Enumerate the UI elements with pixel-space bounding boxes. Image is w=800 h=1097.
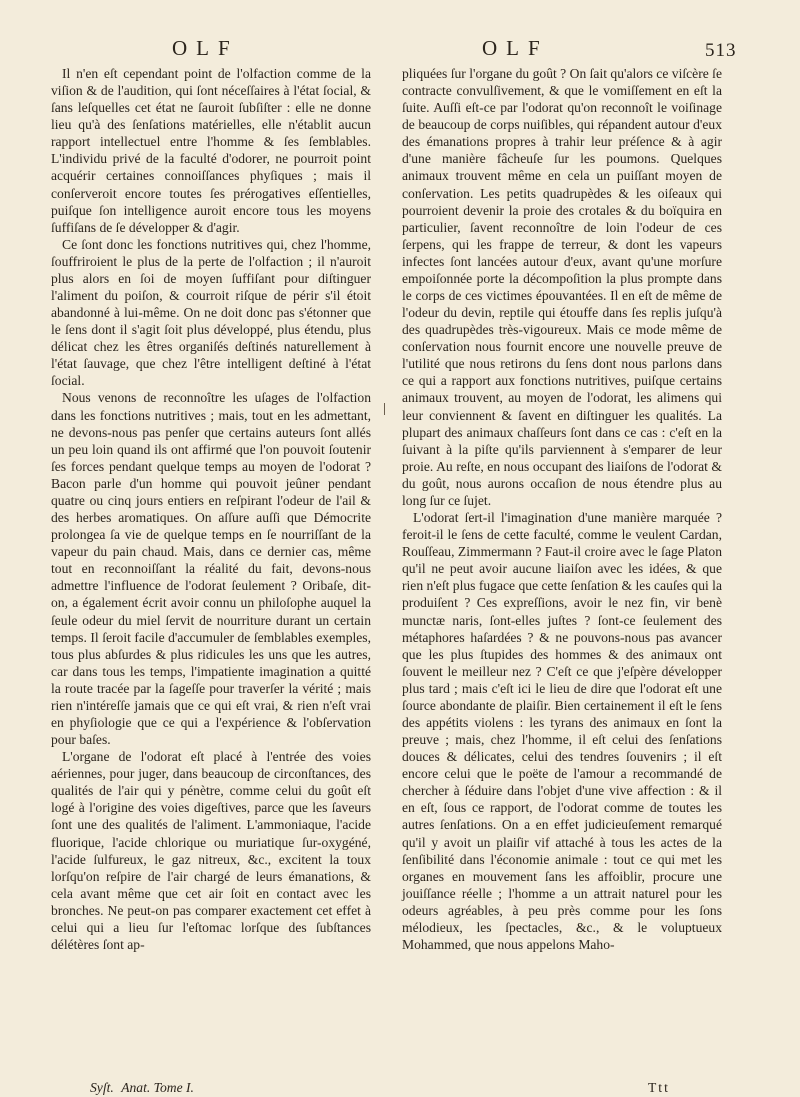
right-column (402, 65, 722, 953)
paragraph: L'odorat ſert-il l'imagination d'une manière marquée ? feroit-il le ſens de cette faculté, comme le veulent Cardan, Rouſſeau, Zimmermann ? Faut-il croire avec le ſage Platon qu'il ne peut avoir aucune liaiſon avec les idées, & que rien n'eſt plus fugace que cette ſenſation & les cauſes qui la produiſent ? Ces expreſſions, avoir le nez fin, vir benè munctæ naris, ſont-elles juſtes ? ſont-ce ſeulement des métaphores haſardées ? & ne pouvons-nous pas avancer que les plus ſtupides des hommes & des animaux ont ſouvent le meilleur nez ? C'eſt ce que j'eſpère développer plus tard ; mais c'eſt ici le lieu de dire que l'odorat eſt une ſource abondante de plaiſir. Bien certainement il eſt le ſens des appétits violens : les tyrans des animaux en ſont la preuve ; mais, chez l'homme, il eſt celui des ſenſations douces & délicates, celui des tendres ſouvenirs ; il eſt encore celui que le poëte de l'amour a recommandé de chercher à ſéduire dans l'objet d'une vive affection : & il en eſt, ſous ce rapport, de l'odorat comme de toutes les autres ſenſations. On a en effet judicieuſement remarqué qu'il y avoit un plaiſir vif attaché à tous les actes de la ſenſibilité dans l'économie animale : tout ce qui met les organes en mouvement ſans les affoiblir, procure une jouiſſance réelle ; l'homme a un attrait naturel pour les odeurs agréables, à peu près comme pour les ſons mélodieux, les ſpectacles, &c., & le voluptueux Mohammed, que nous appelons Maho- (402, 510, 722, 952)
paragraph: L'organe de l'odorat eſt placé à l'entrée des voies aériennes, pour juger, dans beaucoup de circonſtances, des qualités de l'air qui y pénètre, comme celui du goût eſt logé à l'origine des voies digeſtives, parce que les ſaveurs ſont une des qualités de l'aliment. L'ammoniaque, l'acide fluorique, l'acide chlorique ou muriatique ſur-oxygéné, l'acide ſulfureux, le gaz nitreux, &c., excitent la toux lorſqu'on reſpire de l'air chargé de leurs émanations, & cela avant même que cet air ſoit en contact avec les bronches. Ne peut-on pas comparer exactement cet effet à celui qui a lieu ſur l'eſtomac lorſque des ſubſtances délétères ſont ap- (51, 749, 371, 952)
paragraph: Nous venons de reconnoître les uſages de l'olfaction dans les fonctions nutritives ; mais, tout en les admettant, ne devons-nous pas penſer que certains auteurs ſont allés un peu loin quand ils ont affirmé que l'on pouvoit ſoutenir ſes forces pendant quelque temps au moyen de l'odorat ? Bacon parle d'un homme qui pouvoit jeûner pendant quatre ou cinq jours entiers en reſpirant l'odeur de l'ail & des herbes aromatiques. On aſſure auſſi que Démocrite prolongea ſa vie de quelque temps en ſe nourriſſant de la vapeur du pain chaud. Mais, dans ce dernier cas, même tout en reconnoiſſant la réalité du fait, devons-nous admettre l'influence de l'odorat ſeulement ? Oribaſe, dit-on, a également écrit avoir connu un philoſophe auquel la ſeule odeur du miel ſervit de nourriture durant un certain temps. Il ſeroit facile d'accumuler de ſemblables exemples, tous plus abſurdes & plus ridicules les uns que les autres, car dans tous les temps, l'impatiente imagination a quitté la route tracée par la ſageſſe pour traverſer la vérité ; mais rien n'intéreſſe jamais que ce qui eſt vrai, & rien n'eſt vrai en phyſiologie que ce qui a l'expérience & l'obſervation pour baſes. (51, 390, 371, 748)
paragraph-continued: pliquées ſur l'organe du goût ? On ſait qu'alors ce viſcère ſe contracte convulſivement, & que le vomiſſement en eſt la ſuite. Auſſi eſt-ce par l'odorat qu'on reconnoît le voiſinage de beaucoup de corps nuiſibles, qui répandent autour d'eux des émanations propres à trahir leur préſence & à agir d'une manière fâcheuſe ſur les poumons. Quelques animaux trouvent même en cela un puiſſant moyen de conſervation. Les petits quadrupèdes & les oiſeaux qui pourroient devenir la proie des crotales & du boïquira en particulier, ſavent reconnoître de loin l'odeur de ces ſerpens, qui les frappe de terreur, & dont les vapeurs infectes ſont lancées autour d'eux, avant qu'une morſure empoiſonnée porte la décompoſition la plus prompte dans le corps de ces victimes épouvantées. Il en eſt de même de l'odeur du devin, reptile qui étouffe dans ſes replis juſqu'à des quadrupèdes très-vigoureux. Mais ce mode même de conſervation nous fournit encore une nouvelle preuve de l'utilité que nous retirons du ſens dont nous parlons dans ce qui a rapport aux fonctions nutritives, puiſque certains animaux trouvent, au moyen de l'odorat, les alimens qui leur conviennent & ſavent en diſtinguer les qualités. La plupart des animaux chaſſeurs ſont dans ce cas : c'eſt en la ſuivant à la piſte qu'ils parviennent à s'emparer de leur proie. Au reſte, en nous occupant des liaiſons de l'odorat & du goût, nous aurons occaſion de nous étendre plus au long ſur ce ſujet. (402, 66, 722, 508)
volume-label: Anat. Tome I. (121, 1080, 194, 1095)
catchword: Ttt (648, 1080, 670, 1095)
paragraph: Il n'en eſt cependant point de l'olfaction comme de la viſion & de l'audition, qui ſont néceſſaires à l'état ſocial, & ſans leſquelles cet état ne ſauroit ſubſiſter : elle ne donne lieu qu'à des ſenſations matérielles, elle n'établit aucun rapport intellectuel entre l'homme & ſes ſemblables. L'individu privé de la faculté d'odorer, ne pourroit point acquérir certaines connoiſſances phyſiques ; mais il conſerveroit encore toutes ſes prérogatives eſſentielles, puiſque ſon intelligence auroit encore tous les moyens ſuffiſans de ſe développer & d'agir. (51, 66, 371, 235)
signature-abbrev: Syſt. (90, 1080, 114, 1095)
paragraph: Ce ſont donc les fonctions nutritives qui, chez l'homme, ſouffriroient le plus de la perte de l'olfaction ; il n'auroit plus alors en ſoi de moyen ſuffiſant pour diſtinguer l'aliment du poiſon, & courroit riſque de périr s'il étoit abandonné à lui-même. On ne doit donc pas s'étonner que le ſens dont il s'agit ſoit plus développé, plus étendu, plus délicat chez les êtres organiſés deſtinés naturellement à l'état ſauvage, que chez l'être intelligent deſtiné à l'état ſocial. (51, 236, 371, 389)
running-head-left: OLF (172, 36, 239, 60)
gutter-rule (384, 403, 385, 415)
running-head-right: OLF (482, 36, 549, 60)
page-number: 513 (705, 40, 737, 61)
signature-mark (90, 1080, 194, 1096)
left-column (51, 65, 371, 953)
